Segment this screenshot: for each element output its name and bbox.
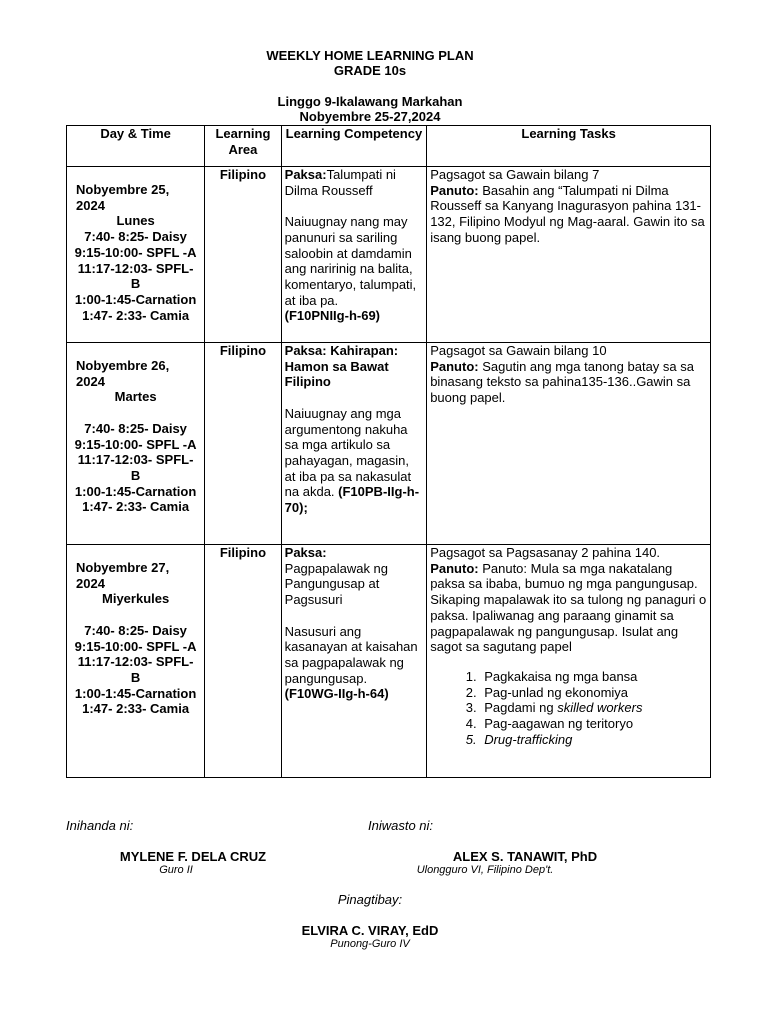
row-time: 7:40- 8:25- Daisy xyxy=(84,622,187,638)
checked-label: Iniwasto ni: xyxy=(368,818,434,833)
competency-cell xyxy=(281,343,427,545)
row-time: 1:47- 2:33- Camia xyxy=(82,701,190,717)
panuto-text: Basahin ang “Talumpati ni Dilma Rousseff sa Kanyang Inagurasyon pahina 131-132, Filipino Modyul ng Mag-aaral. Gawin ito sa isang buong papel. xyxy=(430,182,705,245)
panuto-label: Panuto: xyxy=(430,560,479,576)
table-row xyxy=(67,167,711,343)
row-time: B xyxy=(130,467,141,483)
row-date: Nobyembre 27, xyxy=(76,560,170,575)
prepared-title: Guro II xyxy=(159,864,193,876)
tasks-cell xyxy=(427,343,711,545)
col-header-learning-tasks: Learning Tasks xyxy=(427,126,711,167)
col-header-learning-competency: Learning Competency xyxy=(281,126,427,167)
list-item xyxy=(480,700,707,716)
competency-code: (F10PB-IIg-h-70); xyxy=(284,484,420,516)
row-time: 1:00-1:45-Carnation xyxy=(74,483,197,499)
row-time: 9:15-10:00- SPFL -A xyxy=(74,638,197,654)
row-time: 11:17-12:03- SPFL- xyxy=(77,654,194,670)
panuto-text: Panuto: Mula sa mga nakatalang paksa sa ibaba, bumuo ng mga pangungusap. Sikaping mapalawak ito sa tulong ng panaguri o paksa. Ipaliwanag ang paraang ginamit sa pagpapalawak ng pangungusap. Isulat ang sagot sa sagutang papel xyxy=(430,560,707,655)
prepared-label: Inihanda ni: xyxy=(66,818,134,833)
list-item-text: Pagdami ng xyxy=(484,700,558,716)
table-row xyxy=(67,545,711,778)
row-day: Lunes xyxy=(116,213,155,229)
list-item-italic: skilled workers xyxy=(557,700,643,716)
row-time: 9:15-10:00- SPFL -A xyxy=(74,436,197,452)
panuto-text: Sagutin ang mga tanong batay sa sa binasang teksto sa pahina135-136..Gawin sa buong papel. xyxy=(430,358,694,406)
approved-label: Pinagtibay: xyxy=(337,892,403,907)
paksa-text: Pagpapalawak ng Pangungusap at Pagsusuri xyxy=(284,560,389,608)
row-time: 1:00-1:45-Carnation xyxy=(74,291,197,307)
row-time: 7:40- 8:25- Daisy xyxy=(84,420,187,436)
learning-plan-table xyxy=(66,125,711,778)
paksa-label: Paksa: xyxy=(284,167,327,182)
row-time: 9:15-10:00- SPFL -A xyxy=(74,244,197,260)
row-day: Miyerkules xyxy=(102,591,170,607)
row-time: 1:47- 2:33- Camia xyxy=(82,307,190,323)
learning-area-cell: Filipino xyxy=(205,545,281,778)
row-date: Nobyembre 25, xyxy=(76,182,170,197)
row-time: 1:00-1:45-Carnation xyxy=(74,685,197,701)
row-year: 2024 xyxy=(76,575,105,591)
tasks-cell xyxy=(427,545,711,778)
row-day: Martes xyxy=(114,389,157,405)
col-header-day-time: Day & Time xyxy=(67,126,205,167)
list-item: 5. Drug-trafficking xyxy=(480,732,707,748)
approved-title: Punong-Guro IV xyxy=(330,938,410,950)
checked-title: Ulongguro VI, Filipino Dep't. xyxy=(416,864,554,876)
row-time: 11:17-12:03- SPFL- xyxy=(77,452,194,468)
list-item: 2. Pag-unlad ng ekonomiya xyxy=(480,685,707,701)
topic-list xyxy=(430,669,707,748)
panuto-label: Panuto: xyxy=(430,182,479,198)
list-item: 1. Pagkakaisa ng mga bansa xyxy=(480,669,707,685)
row-time: B xyxy=(130,669,141,685)
doc-week: Linggo 9-Ikalawang Markahan xyxy=(277,94,463,109)
competency-code: (F10WG-IIg-h-64) xyxy=(284,686,389,702)
task-intro: Pagsagot sa Gawain bilang 10 xyxy=(430,343,607,358)
paksa-text: Talumpati ni Dilma Rousseff xyxy=(284,167,396,198)
approved-name: ELVIRA C. VIRAY, EdD xyxy=(301,923,439,938)
prepared-name: MYLENE F. DELA CRUZ xyxy=(119,849,267,864)
row-time: 11:17-12:03- SPFL- xyxy=(77,260,194,276)
list-item: 4. Pag-aagawan ng teritoryo xyxy=(480,716,707,732)
day-time-cell xyxy=(67,343,205,545)
table-row xyxy=(67,343,711,545)
learning-area-cell: Filipino xyxy=(205,167,281,343)
competency-cell xyxy=(281,167,427,343)
day-time-cell xyxy=(67,545,205,778)
checked-name: ALEX S. TANAWIT, PhD xyxy=(452,849,598,864)
paksa-text: Paksa: Kahirapan: Hamon sa Bawat Filipino xyxy=(284,343,399,390)
paksa-label: Paksa: xyxy=(284,545,327,560)
row-year: 2024 xyxy=(76,373,105,389)
tasks-cell xyxy=(427,167,711,343)
competency-text: Naiuugnay nang may panunuri sa sariling saloobin at damdamin ang naririnig na balita, komentaryo, talumpati, at iba pa. xyxy=(284,214,417,308)
row-time: 1:47- 2:33- Camia xyxy=(82,499,190,515)
task-intro: Pagsagot sa Gawain bilang 7 xyxy=(430,167,600,182)
doc-dates: Nobyembre 25-27,2024 xyxy=(299,109,441,124)
competency-code: (F10PNIIg-h-69) xyxy=(284,308,380,324)
table-header-row xyxy=(67,126,711,167)
competency-text: Nasusuri ang kasanayan at kaisahan sa pagpapalawak ng pangungusap. xyxy=(284,623,418,686)
row-year: 2024 xyxy=(76,197,105,213)
panuto-label: Panuto: xyxy=(430,358,479,374)
competency-cell xyxy=(281,545,427,778)
competency-text: Naiuugnay ang mga argumentong nakuha sa mga artikulo sa pahayagan, magasin, at iba pa sa nakasulat na akda. xyxy=(284,405,412,500)
row-time: B xyxy=(130,276,141,292)
doc-title: WEEKLY HOME LEARNING PLAN xyxy=(266,48,474,63)
row-time: 7:40- 8:25- Daisy xyxy=(84,229,187,245)
day-time-cell xyxy=(67,167,205,343)
col-header-learning-area: Learning Area xyxy=(205,126,281,167)
doc-grade: GRADE 10s xyxy=(333,63,407,78)
task-intro: Pagsagot sa Pagsasanay 2 pahina 140. xyxy=(430,545,661,560)
row-date: Nobyembre 26, xyxy=(76,358,170,373)
learning-area-cell: Filipino xyxy=(205,343,281,545)
